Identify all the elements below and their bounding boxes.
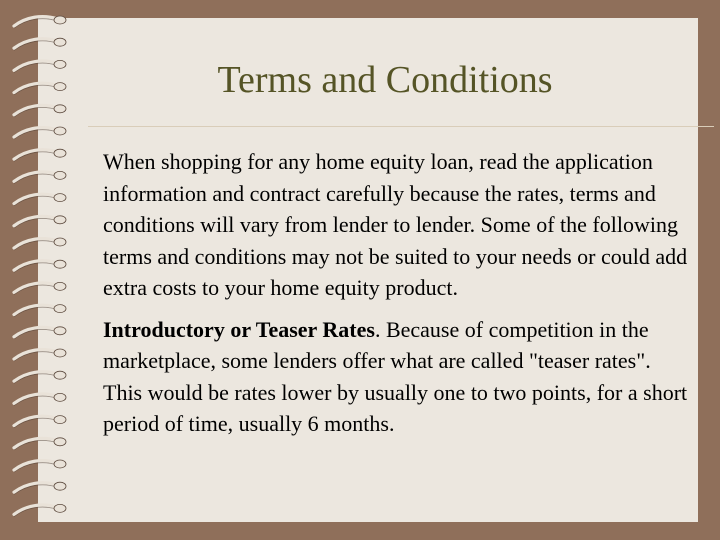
- binder-ring: [14, 216, 66, 228]
- binder-ring: [14, 393, 66, 405]
- term-heading: Introductory or Teaser Rates: [103, 316, 375, 342]
- spiral-binding-icon: [0, 0, 90, 540]
- binder-ring: [14, 83, 66, 95]
- paragraph-intro-text: When shopping for any home equity loan, read the application information and contract carefully because the rates, terms and conditions will vary from lender to lender. Some of the following terms and conditions may not be suited to your needs or could add extra costs to your home equity product.: [103, 149, 688, 300]
- binder-ring: [14, 260, 66, 272]
- title-divider: [88, 126, 714, 127]
- binder-ring: [14, 504, 66, 516]
- binder-ring: [14, 460, 66, 472]
- binder-ring: [14, 171, 66, 183]
- paragraph-teaser-rates: [103, 314, 693, 440]
- binder-ring: [14, 416, 66, 428]
- binder-ring: [14, 438, 66, 450]
- binder-ring: [14, 305, 66, 317]
- binder-ring: [14, 16, 66, 28]
- binder-ring: [14, 238, 66, 250]
- binder-ring: [14, 60, 66, 72]
- binder-ring: [14, 327, 66, 339]
- slide-body: [103, 146, 693, 450]
- binder-ring: [14, 127, 66, 139]
- paragraph-teaser-rates-text: . Because of competition in the marketplace, some lenders offer what are called "teaser rates". This would be rates lower by usually one to two points, for a short period of time, usually 6 months.: [103, 316, 688, 436]
- binder-ring: [14, 282, 66, 294]
- binder-ring: [14, 371, 66, 383]
- binder-ring: [14, 349, 66, 361]
- paragraph-intro: [103, 146, 693, 304]
- slide-title: Terms and Conditions: [217, 59, 553, 101]
- binder-ring: [14, 482, 66, 494]
- binder-ring: [14, 105, 66, 117]
- binder-ring: [14, 194, 66, 206]
- binder-ring: [14, 38, 66, 50]
- binder-ring: [14, 149, 66, 161]
